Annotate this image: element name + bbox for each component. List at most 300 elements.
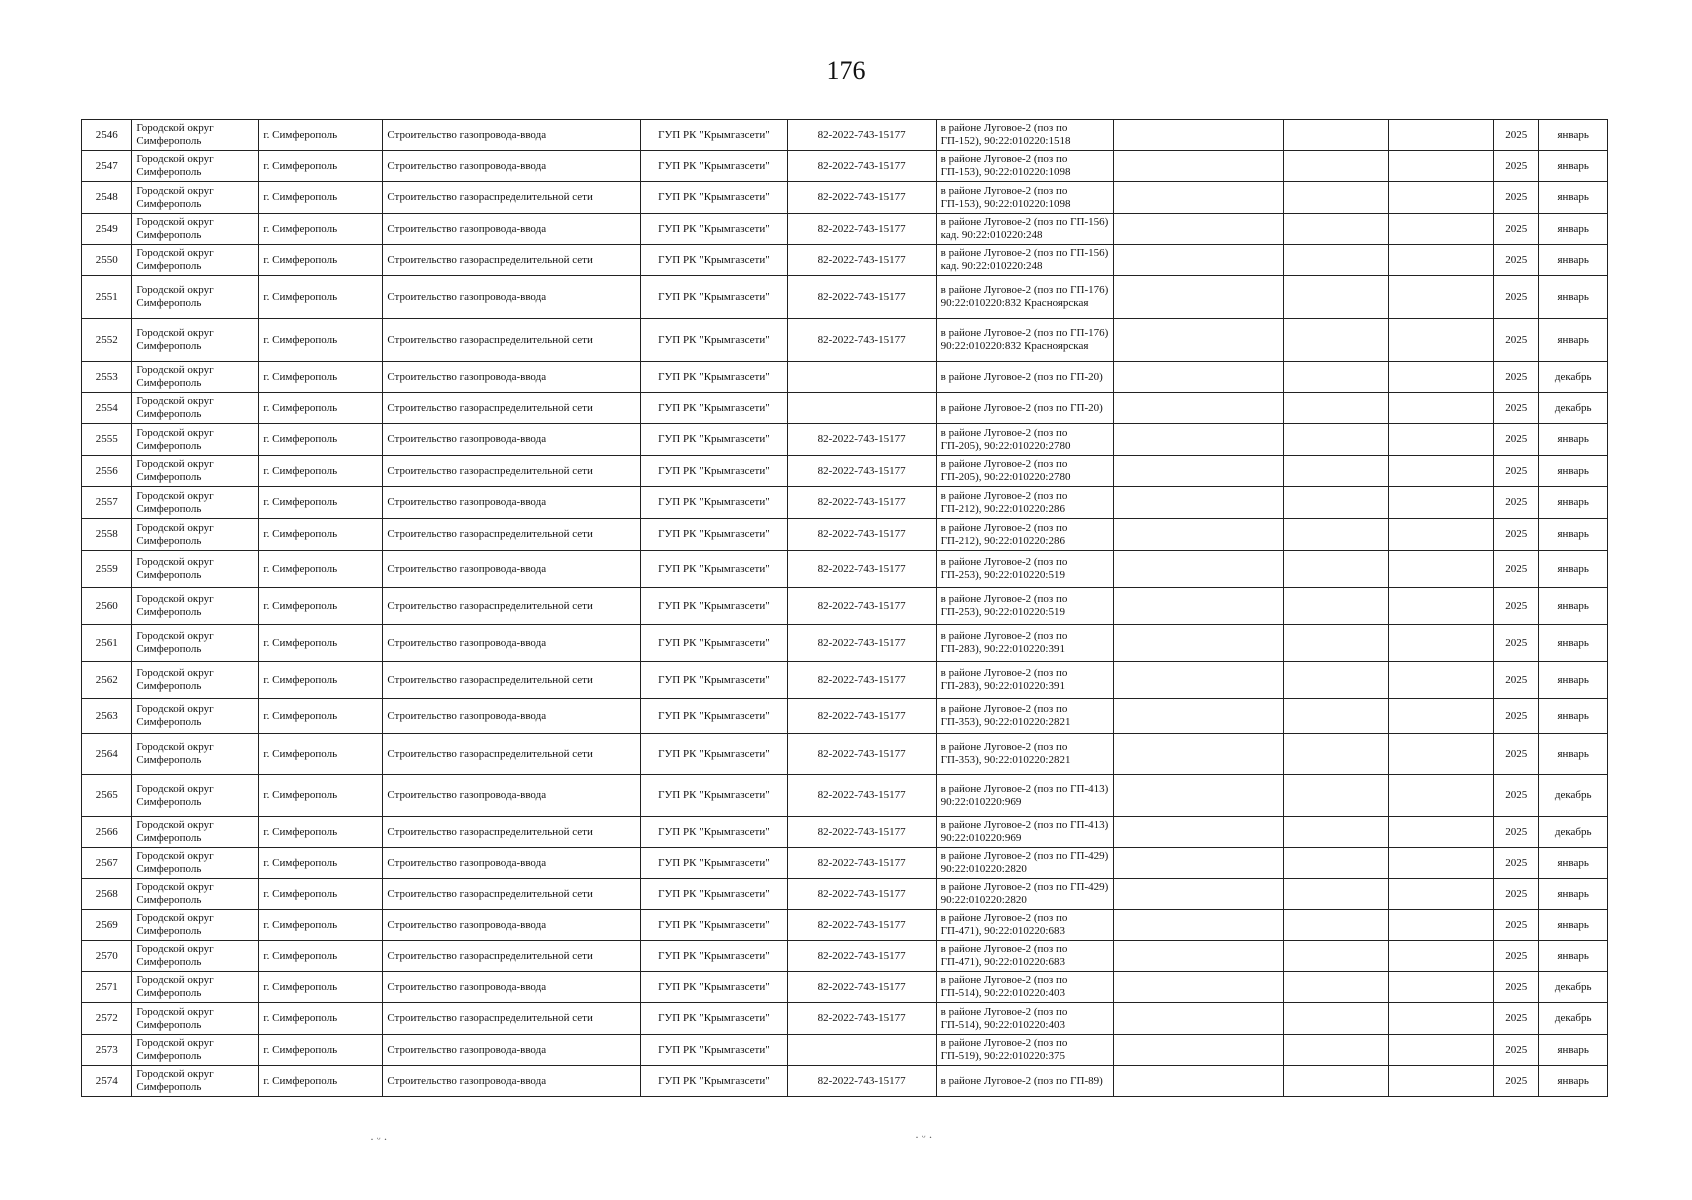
city-cell: г. Симферополь	[259, 487, 383, 519]
month-cell: январь	[1539, 551, 1608, 588]
empty-cell	[1284, 775, 1389, 817]
year-cell: 2025	[1494, 699, 1539, 734]
row-number: 2554	[82, 393, 132, 424]
organization-cell: ГУП РК "Крымгазсети"	[641, 1003, 787, 1035]
table-row	[82, 424, 1608, 456]
district-cell: Городской округ Симферополь	[132, 456, 259, 487]
work-type-cell: Строительство газораспределительной сети	[383, 519, 641, 551]
registration-number-cell: 82-2022-743-15177	[787, 972, 936, 1003]
year-cell: 2025	[1494, 456, 1539, 487]
location-cell: в районе Луговое-2 (поз по ГП-212), 90:22:010220:286	[936, 487, 1113, 519]
empty-cell	[1389, 848, 1494, 879]
location-cell: в районе Луговое-2 (поз по ГП-176) 90:22:010220:832 Красноярская	[936, 319, 1113, 362]
table-row	[82, 519, 1608, 551]
district-cell: Городской округ Симферополь	[132, 1003, 259, 1035]
table-row	[82, 879, 1608, 910]
page-number: 176	[826, 56, 866, 85]
table-row	[82, 456, 1608, 487]
year-cell: 2025	[1494, 214, 1539, 245]
empty-cell	[1284, 182, 1389, 214]
location-cell: в районе Луговое-2 (поз по ГП-471), 90:22:010220:683	[936, 941, 1113, 972]
district-cell: Городской округ Симферополь	[132, 362, 259, 393]
district-cell: Городской округ Симферополь	[132, 910, 259, 941]
year-cell: 2025	[1494, 588, 1539, 625]
row-number: 2563	[82, 699, 132, 734]
empty-cell	[1389, 588, 1494, 625]
scan-artifact: · ᵕ ·	[915, 1130, 933, 1144]
registration-number-cell: 82-2022-743-15177	[787, 625, 936, 662]
month-cell: январь	[1539, 276, 1608, 319]
location-cell: в районе Луговое-2 (поз по ГП-212), 90:22:010220:286	[936, 519, 1113, 551]
city-cell: г. Симферополь	[259, 424, 383, 456]
work-type-cell: Строительство газораспределительной сети	[383, 817, 641, 848]
empty-cell	[1114, 319, 1284, 362]
organization-cell: ГУП РК "Крымгазсети"	[641, 625, 787, 662]
city-cell: г. Симферополь	[259, 214, 383, 245]
work-type-cell: Строительство газопровода-ввода	[383, 1066, 641, 1097]
table-row	[82, 662, 1608, 699]
empty-cell	[1284, 1035, 1389, 1066]
registration-number-cell: 82-2022-743-15177	[787, 775, 936, 817]
month-cell: январь	[1539, 1066, 1608, 1097]
empty-cell	[1389, 214, 1494, 245]
year-cell: 2025	[1494, 551, 1539, 588]
table-row	[82, 1003, 1608, 1035]
work-type-cell: Строительство газопровода-ввода	[383, 551, 641, 588]
city-cell: г. Симферополь	[259, 1035, 383, 1066]
row-number: 2571	[82, 972, 132, 1003]
registration-number-cell: 82-2022-743-15177	[787, 1003, 936, 1035]
registration-number-cell: 82-2022-743-15177	[787, 319, 936, 362]
table-row	[82, 120, 1608, 151]
month-cell: январь	[1539, 456, 1608, 487]
organization-cell: ГУП РК "Крымгазсети"	[641, 848, 787, 879]
organization-cell: ГУП РК "Крымгазсети"	[641, 699, 787, 734]
table-row	[82, 775, 1608, 817]
location-cell: в районе Луговое-2 (поз по ГП-429) 90:22:010220:2820	[936, 848, 1113, 879]
year-cell: 2025	[1494, 276, 1539, 319]
registration-number-cell: 82-2022-743-15177	[787, 879, 936, 910]
month-cell: январь	[1539, 1035, 1608, 1066]
empty-cell	[1284, 456, 1389, 487]
district-cell: Городской округ Симферополь	[132, 393, 259, 424]
organization-cell: ГУП РК "Крымгазсети"	[641, 487, 787, 519]
registration-number-cell: 82-2022-743-15177	[787, 214, 936, 245]
row-number: 2574	[82, 1066, 132, 1097]
year-cell: 2025	[1494, 1066, 1539, 1097]
location-cell: в районе Луговое-2 (поз по ГП-205), 90:22:010220:2780	[936, 424, 1113, 456]
work-type-cell: Строительство газопровода-ввода	[383, 625, 641, 662]
year-cell: 2025	[1494, 972, 1539, 1003]
empty-cell	[1284, 151, 1389, 182]
empty-cell	[1114, 245, 1284, 276]
empty-cell	[1114, 734, 1284, 775]
city-cell: г. Симферополь	[259, 276, 383, 319]
registration-number-cell: 82-2022-743-15177	[787, 941, 936, 972]
empty-cell	[1389, 551, 1494, 588]
row-number: 2560	[82, 588, 132, 625]
empty-cell	[1284, 848, 1389, 879]
month-cell: январь	[1539, 734, 1608, 775]
empty-cell	[1114, 941, 1284, 972]
district-cell: Городской округ Симферополь	[132, 941, 259, 972]
table-row	[82, 1066, 1608, 1097]
work-type-cell: Строительство газопровода-ввода	[383, 276, 641, 319]
empty-cell	[1389, 910, 1494, 941]
work-type-cell: Строительство газораспределительной сети	[383, 1003, 641, 1035]
registration-number-cell	[787, 393, 936, 424]
district-cell: Городской округ Симферополь	[132, 699, 259, 734]
location-cell: в районе Луговое-2 (поз по ГП-156) кад. 90:22:010220:248	[936, 245, 1113, 276]
district-cell: Городской округ Симферополь	[132, 319, 259, 362]
district-cell: Городской округ Симферополь	[132, 487, 259, 519]
empty-cell	[1114, 120, 1284, 151]
table-row	[82, 699, 1608, 734]
organization-cell: ГУП РК "Крымгазсети"	[641, 276, 787, 319]
empty-cell	[1114, 424, 1284, 456]
empty-cell	[1114, 775, 1284, 817]
city-cell: г. Симферополь	[259, 734, 383, 775]
location-cell: в районе Луговое-2 (поз по ГП-20)	[936, 393, 1113, 424]
row-number: 2565	[82, 775, 132, 817]
city-cell: г. Симферополь	[259, 662, 383, 699]
works-table	[81, 119, 1608, 1097]
empty-cell	[1389, 456, 1494, 487]
organization-cell: ГУП РК "Крымгазсети"	[641, 734, 787, 775]
empty-cell	[1114, 817, 1284, 848]
organization-cell: ГУП РК "Крымгазсети"	[641, 551, 787, 588]
empty-cell	[1389, 393, 1494, 424]
table-row	[82, 276, 1608, 319]
location-cell: в районе Луговое-2 (поз по ГП-253), 90:22:010220:519	[936, 588, 1113, 625]
district-cell: Городской округ Симферополь	[132, 424, 259, 456]
district-cell: Городской округ Симферополь	[132, 625, 259, 662]
empty-cell	[1389, 362, 1494, 393]
organization-cell: ГУП РК "Крымгазсети"	[641, 879, 787, 910]
empty-cell	[1114, 362, 1284, 393]
year-cell: 2025	[1494, 182, 1539, 214]
row-number: 2555	[82, 424, 132, 456]
year-cell: 2025	[1494, 662, 1539, 699]
district-cell: Городской округ Симферополь	[132, 214, 259, 245]
empty-cell	[1389, 120, 1494, 151]
empty-cell	[1114, 214, 1284, 245]
city-cell: г. Симферополь	[259, 393, 383, 424]
registration-number-cell: 82-2022-743-15177	[787, 182, 936, 214]
city-cell: г. Симферополь	[259, 941, 383, 972]
row-number: 2550	[82, 245, 132, 276]
table-row	[82, 551, 1608, 588]
year-cell: 2025	[1494, 362, 1539, 393]
organization-cell: ГУП РК "Крымгазсети"	[641, 972, 787, 1003]
city-cell: г. Симферополь	[259, 456, 383, 487]
empty-cell	[1114, 393, 1284, 424]
district-cell: Городской округ Симферополь	[132, 734, 259, 775]
year-cell: 2025	[1494, 319, 1539, 362]
city-cell: г. Симферополь	[259, 151, 383, 182]
month-cell: январь	[1539, 182, 1608, 214]
year-cell: 2025	[1494, 941, 1539, 972]
table-row	[82, 1035, 1608, 1066]
year-cell: 2025	[1494, 734, 1539, 775]
month-cell: декабрь	[1539, 1003, 1608, 1035]
empty-cell	[1389, 319, 1494, 362]
location-cell: в районе Луговое-2 (поз по ГП-156) кад. 90:22:010220:248	[936, 214, 1113, 245]
district-cell: Городской округ Симферополь	[132, 151, 259, 182]
registration-number-cell: 82-2022-743-15177	[787, 699, 936, 734]
row-number: 2569	[82, 910, 132, 941]
row-number: 2557	[82, 487, 132, 519]
district-cell: Городской округ Симферополь	[132, 519, 259, 551]
city-cell: г. Симферополь	[259, 182, 383, 214]
organization-cell: ГУП РК "Крымгазсети"	[641, 588, 787, 625]
empty-cell	[1284, 214, 1389, 245]
empty-cell	[1114, 182, 1284, 214]
year-cell: 2025	[1494, 1003, 1539, 1035]
registration-number-cell: 82-2022-743-15177	[787, 245, 936, 276]
empty-cell	[1114, 151, 1284, 182]
registration-number-cell: 82-2022-743-15177	[787, 519, 936, 551]
work-type-cell: Строительство газораспределительной сети	[383, 182, 641, 214]
registration-number-cell: 82-2022-743-15177	[787, 487, 936, 519]
row-number: 2553	[82, 362, 132, 393]
empty-cell	[1284, 120, 1389, 151]
month-cell: декабрь	[1539, 362, 1608, 393]
district-cell: Городской округ Симферополь	[132, 120, 259, 151]
empty-cell	[1389, 1003, 1494, 1035]
empty-cell	[1389, 519, 1494, 551]
year-cell: 2025	[1494, 120, 1539, 151]
empty-cell	[1284, 1003, 1389, 1035]
year-cell: 2025	[1494, 519, 1539, 551]
table-body	[82, 120, 1608, 1097]
month-cell: январь	[1539, 662, 1608, 699]
organization-cell: ГУП РК "Крымгазсети"	[641, 151, 787, 182]
empty-cell	[1284, 276, 1389, 319]
month-cell: январь	[1539, 879, 1608, 910]
empty-cell	[1284, 734, 1389, 775]
location-cell: в районе Луговое-2 (поз по ГП-283), 90:22:010220:391	[936, 662, 1113, 699]
month-cell: январь	[1539, 941, 1608, 972]
row-number: 2572	[82, 1003, 132, 1035]
row-number: 2558	[82, 519, 132, 551]
table-row	[82, 734, 1608, 775]
row-number: 2568	[82, 879, 132, 910]
registration-number-cell: 82-2022-743-15177	[787, 734, 936, 775]
city-cell: г. Симферополь	[259, 699, 383, 734]
work-type-cell: Строительство газопровода-ввода	[383, 362, 641, 393]
month-cell: январь	[1539, 699, 1608, 734]
row-number: 2567	[82, 848, 132, 879]
work-type-cell: Строительство газопровода-ввода	[383, 1035, 641, 1066]
empty-cell	[1114, 699, 1284, 734]
year-cell: 2025	[1494, 848, 1539, 879]
table-row	[82, 941, 1608, 972]
registration-number-cell: 82-2022-743-15177	[787, 662, 936, 699]
city-cell: г. Симферополь	[259, 120, 383, 151]
row-number: 2549	[82, 214, 132, 245]
district-cell: Городской округ Симферополь	[132, 662, 259, 699]
row-number: 2556	[82, 456, 132, 487]
empty-cell	[1114, 972, 1284, 1003]
location-cell: в районе Луговое-2 (поз по ГП-153), 90:22:010220:1098	[936, 182, 1113, 214]
empty-cell	[1389, 182, 1494, 214]
empty-cell	[1284, 588, 1389, 625]
work-type-cell: Строительство газопровода-ввода	[383, 910, 641, 941]
table-row	[82, 817, 1608, 848]
city-cell: г. Симферополь	[259, 1003, 383, 1035]
year-cell: 2025	[1494, 1035, 1539, 1066]
organization-cell: ГУП РК "Крымгазсети"	[641, 662, 787, 699]
row-number: 2570	[82, 941, 132, 972]
registration-number-cell: 82-2022-743-15177	[787, 551, 936, 588]
year-cell: 2025	[1494, 487, 1539, 519]
empty-cell	[1389, 1035, 1494, 1066]
city-cell: г. Симферополь	[259, 910, 383, 941]
empty-cell	[1389, 1066, 1494, 1097]
empty-cell	[1284, 245, 1389, 276]
empty-cell	[1114, 1066, 1284, 1097]
location-cell: в районе Луговое-2 (поз по ГП-353), 90:22:010220:2821	[936, 699, 1113, 734]
city-cell: г. Симферополь	[259, 362, 383, 393]
organization-cell: ГУП РК "Крымгазсети"	[641, 1066, 787, 1097]
empty-cell	[1284, 424, 1389, 456]
year-cell: 2025	[1494, 625, 1539, 662]
empty-cell	[1114, 551, 1284, 588]
organization-cell: ГУП РК "Крымгазсети"	[641, 393, 787, 424]
registration-number-cell: 82-2022-743-15177	[787, 817, 936, 848]
empty-cell	[1114, 848, 1284, 879]
work-type-cell: Строительство газораспределительной сети	[383, 319, 641, 362]
organization-cell: ГУП РК "Крымгазсети"	[641, 775, 787, 817]
district-cell: Городской округ Симферополь	[132, 551, 259, 588]
empty-cell	[1389, 941, 1494, 972]
district-cell: Городской округ Симферополь	[132, 972, 259, 1003]
work-type-cell: Строительство газопровода-ввода	[383, 424, 641, 456]
empty-cell	[1284, 319, 1389, 362]
month-cell: январь	[1539, 214, 1608, 245]
month-cell: январь	[1539, 625, 1608, 662]
work-type-cell: Строительство газопровода-ввода	[383, 972, 641, 1003]
district-cell: Городской округ Симферополь	[132, 1066, 259, 1097]
registration-number-cell	[787, 362, 936, 393]
table-row	[82, 487, 1608, 519]
empty-cell	[1389, 245, 1494, 276]
work-type-cell: Строительство газораспределительной сети	[383, 393, 641, 424]
month-cell: январь	[1539, 245, 1608, 276]
location-cell: в районе Луговое-2 (поз по ГП-20)	[936, 362, 1113, 393]
empty-cell	[1114, 519, 1284, 551]
empty-cell	[1284, 699, 1389, 734]
month-cell: декабрь	[1539, 393, 1608, 424]
empty-cell	[1284, 487, 1389, 519]
city-cell: г. Симферополь	[259, 588, 383, 625]
year-cell: 2025	[1494, 393, 1539, 424]
empty-cell	[1114, 910, 1284, 941]
organization-cell: ГУП РК "Крымгазсети"	[641, 817, 787, 848]
empty-cell	[1114, 456, 1284, 487]
table-row	[82, 848, 1608, 879]
month-cell: январь	[1539, 151, 1608, 182]
location-cell: в районе Луговое-2 (поз по ГП-152), 90:22:010220:1518	[936, 120, 1113, 151]
district-cell: Городской округ Симферополь	[132, 879, 259, 910]
district-cell: Городской округ Симферополь	[132, 1035, 259, 1066]
month-cell: январь	[1539, 319, 1608, 362]
empty-cell	[1284, 625, 1389, 662]
registration-number-cell	[787, 1035, 936, 1066]
empty-cell	[1284, 662, 1389, 699]
scan-artifact: · ᵕ ·	[370, 1132, 388, 1146]
empty-cell	[1284, 879, 1389, 910]
location-cell: в районе Луговое-2 (поз по ГП-176) 90:22:010220:832 Красноярская	[936, 276, 1113, 319]
empty-cell	[1114, 1035, 1284, 1066]
empty-cell	[1389, 424, 1494, 456]
year-cell: 2025	[1494, 817, 1539, 848]
work-type-cell: Строительство газопровода-ввода	[383, 151, 641, 182]
empty-cell	[1389, 972, 1494, 1003]
year-cell: 2025	[1494, 910, 1539, 941]
registration-number-cell: 82-2022-743-15177	[787, 1066, 936, 1097]
registration-number-cell: 82-2022-743-15177	[787, 424, 936, 456]
row-number: 2561	[82, 625, 132, 662]
empty-cell	[1389, 151, 1494, 182]
row-number: 2551	[82, 276, 132, 319]
empty-cell	[1389, 879, 1494, 910]
work-type-cell: Строительство газопровода-ввода	[383, 214, 641, 245]
organization-cell: ГУП РК "Крымгазсети"	[641, 214, 787, 245]
work-type-cell: Строительство газораспределительной сети	[383, 941, 641, 972]
work-type-cell: Строительство газораспределительной сети	[383, 662, 641, 699]
registration-number-cell: 82-2022-743-15177	[787, 848, 936, 879]
district-cell: Городской округ Симферополь	[132, 276, 259, 319]
year-cell: 2025	[1494, 424, 1539, 456]
row-number: 2564	[82, 734, 132, 775]
table-row	[82, 362, 1608, 393]
year-cell: 2025	[1494, 245, 1539, 276]
location-cell: в районе Луговое-2 (поз по ГП-283), 90:22:010220:391	[936, 625, 1113, 662]
table-row	[82, 972, 1608, 1003]
table-row	[82, 393, 1608, 424]
location-cell: в районе Луговое-2 (поз по ГП-353), 90:22:010220:2821	[936, 734, 1113, 775]
city-cell: г. Симферополь	[259, 245, 383, 276]
organization-cell: ГУП РК "Крымгазсети"	[641, 120, 787, 151]
work-type-cell: Строительство газораспределительной сети	[383, 734, 641, 775]
city-cell: г. Симферополь	[259, 879, 383, 910]
month-cell: январь	[1539, 120, 1608, 151]
month-cell: январь	[1539, 519, 1608, 551]
empty-cell	[1114, 588, 1284, 625]
empty-cell	[1114, 625, 1284, 662]
city-cell: г. Симферополь	[259, 519, 383, 551]
table-row	[82, 245, 1608, 276]
work-type-cell: Строительство газопровода-ввода	[383, 487, 641, 519]
city-cell: г. Симферополь	[259, 972, 383, 1003]
work-type-cell: Строительство газораспределительной сети	[383, 456, 641, 487]
month-cell: январь	[1539, 910, 1608, 941]
empty-cell	[1284, 817, 1389, 848]
work-type-cell: Строительство газораспределительной сети	[383, 879, 641, 910]
empty-cell	[1284, 1066, 1389, 1097]
location-cell: в районе Луговое-2 (поз по ГП-429) 90:22:010220:2820	[936, 879, 1113, 910]
organization-cell: ГУП РК "Крымгазсети"	[641, 182, 787, 214]
empty-cell	[1389, 734, 1494, 775]
organization-cell: ГУП РК "Крымгазсети"	[641, 424, 787, 456]
city-cell: г. Симферополь	[259, 848, 383, 879]
district-cell: Городской округ Симферополь	[132, 245, 259, 276]
district-cell: Городской округ Симферополь	[132, 848, 259, 879]
organization-cell: ГУП РК "Крымгазсети"	[641, 362, 787, 393]
work-type-cell: Строительство газопровода-ввода	[383, 848, 641, 879]
